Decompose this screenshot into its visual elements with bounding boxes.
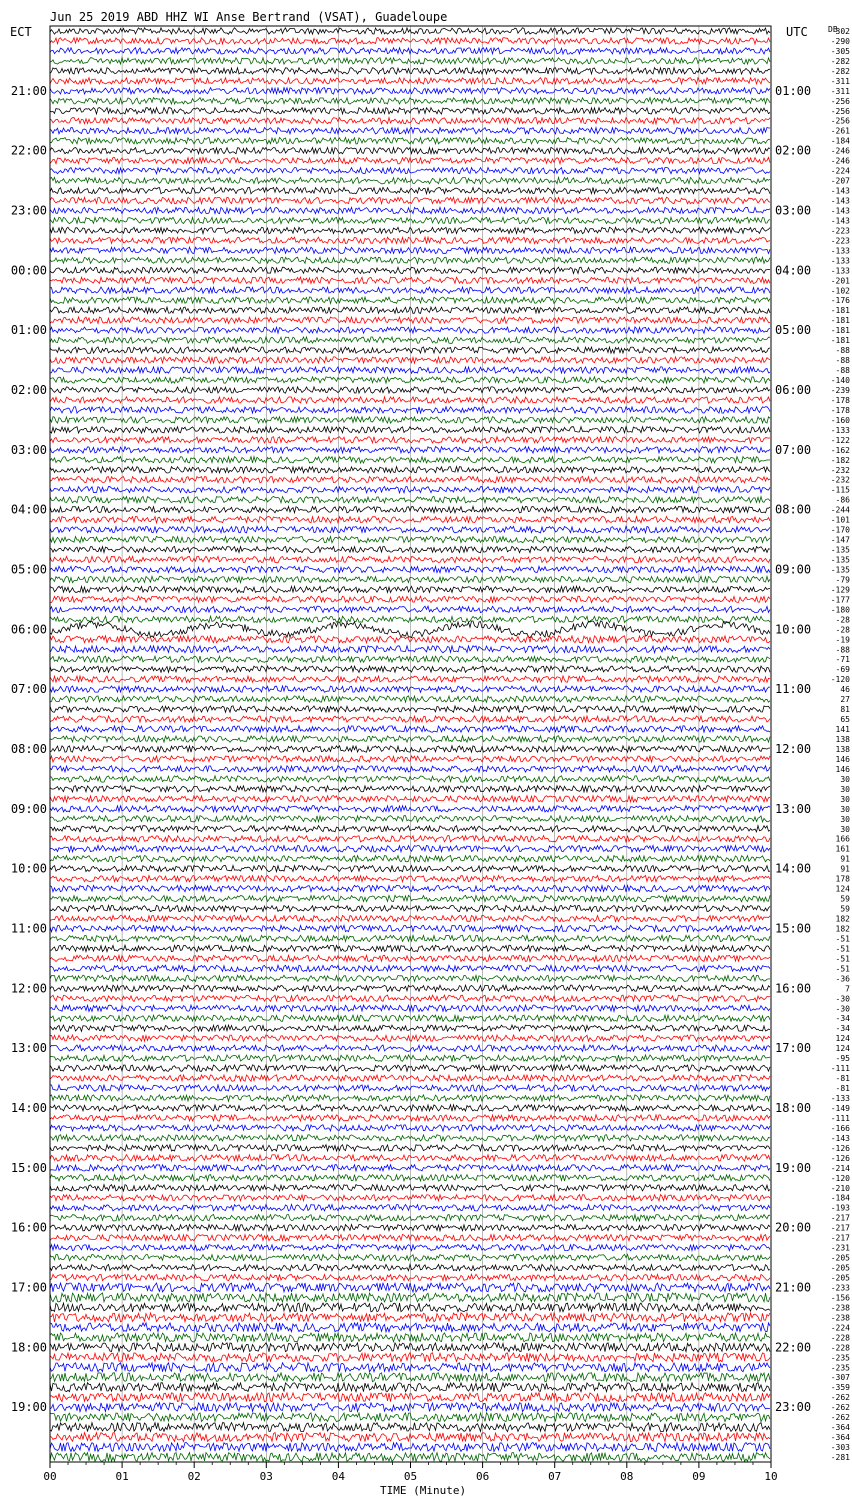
x-tick-label: 05 (403, 1470, 418, 1483)
offset-label: -162 (830, 445, 850, 455)
offset-label: 91 (840, 854, 850, 864)
offset-label: -223 (830, 226, 850, 236)
right-hour-label: 08:00 (775, 502, 812, 517)
offset-label: -238 (830, 1313, 850, 1323)
offset-label: -282 (830, 56, 850, 66)
offset-label: 30 (840, 814, 850, 824)
offset-label: -88 (835, 356, 850, 366)
offset-label: -239 (830, 385, 850, 395)
left-hour-label: 07:00 (10, 682, 47, 697)
offset-label: -217 (830, 1223, 850, 1233)
offset-label: -28 (835, 615, 850, 625)
offset-label: 178 (835, 874, 850, 884)
offset-label: -178 (830, 405, 850, 415)
right-hour-label: 18:00 (775, 1100, 812, 1115)
offset-label: -232 (830, 475, 850, 485)
offset-label: -359 (830, 1383, 850, 1393)
offset-label: 30 (840, 794, 850, 804)
offset-label: -181 (830, 306, 850, 316)
offset-label: -81 (835, 1084, 850, 1094)
offset-label: -214 (830, 1163, 850, 1173)
offset-label: -231 (830, 1243, 850, 1253)
offset-label: -111 (830, 1064, 850, 1074)
x-tick-label: 02 (187, 1470, 201, 1483)
offset-label: -133 (830, 246, 850, 256)
offset-label: -235 (830, 1363, 850, 1373)
right-hour-label: 07:00 (775, 442, 812, 457)
offset-label: -143 (830, 196, 850, 206)
offset-label: -232 (830, 465, 850, 475)
offset-label: 146 (835, 754, 850, 764)
offset-label: -51 (835, 944, 850, 954)
offset-label: -228 (830, 1343, 850, 1353)
right-hour-label: 10:00 (775, 622, 812, 637)
right-hour-label: 17:00 (775, 1041, 812, 1056)
offset-label: -102 (830, 286, 850, 296)
right-hour-label: 12:00 (775, 741, 812, 756)
x-tick-label: 08 (620, 1470, 634, 1483)
offset-label: -311 (830, 86, 850, 96)
offset-label: -262 (830, 1413, 850, 1423)
offset-label: -181 (830, 326, 850, 336)
offset-label: -135 (830, 555, 850, 565)
offset-label: 166 (835, 834, 850, 844)
offset-label: -51 (835, 934, 850, 944)
offset-label: 141 (835, 725, 850, 735)
left-hour-label: 01:00 (10, 323, 47, 338)
left-hour-label: 03:00 (10, 442, 47, 457)
right-hour-label: 16:00 (775, 981, 812, 996)
offset-label: -238 (830, 1303, 850, 1313)
right-hour-label: 05:00 (775, 323, 812, 338)
left-hour-label: 00:00 (10, 263, 47, 278)
offset-label: 138 (835, 744, 850, 754)
right-hour-label: 06:00 (775, 382, 812, 397)
offset-label: -140 (830, 376, 850, 386)
left-hour-label: 19:00 (10, 1400, 47, 1415)
offset-label: -182 (830, 455, 850, 465)
offset-label: -224 (830, 1323, 850, 1333)
offset-label: -217 (830, 1213, 850, 1223)
offset-label: -193 (830, 1203, 850, 1213)
offset-label: -28 (835, 625, 850, 635)
offset-label: -210 (830, 1183, 850, 1193)
offset-label: -303 (830, 1443, 850, 1453)
offset-label: -184 (830, 1193, 850, 1203)
offset-label: -36 (835, 974, 850, 984)
offset-label: -69 (835, 665, 850, 675)
left-hour-label: 23:00 (10, 203, 47, 218)
offset-label: -51 (835, 964, 850, 974)
offset-label: 81 (840, 705, 850, 715)
offset-label: -166 (830, 1123, 850, 1133)
offset-label: -246 (830, 156, 850, 166)
offset-label: -51 (835, 954, 850, 964)
offset-label: -311 (830, 76, 850, 86)
offset-label: -111 (830, 1113, 850, 1123)
offset-label: -34 (835, 1014, 850, 1024)
left-hour-label: 18:00 (10, 1340, 47, 1355)
offset-label: -133 (830, 425, 850, 435)
offset-label: -205 (830, 1273, 850, 1283)
left-hour-label: 16:00 (10, 1220, 47, 1235)
offset-label: -235 (830, 1353, 850, 1363)
offset-label: -149 (830, 1103, 850, 1113)
left-hour-label: 08:00 (10, 741, 47, 756)
right-hour-label: 15:00 (775, 921, 812, 936)
offset-label: -233 (830, 1283, 850, 1293)
offset-label: -205 (830, 1253, 850, 1263)
offset-label: -34 (835, 1024, 850, 1034)
offset-label: 30 (840, 774, 850, 784)
offset-label: -223 (830, 236, 850, 246)
offset-label: -364 (830, 1433, 850, 1443)
left-hour-label: 10:00 (10, 861, 47, 876)
right-hour-label: 22:00 (775, 1340, 812, 1355)
offset-label: -30 (835, 994, 850, 1004)
x-tick-label: 07 (548, 1470, 562, 1483)
x-tick-label: 10 (764, 1470, 778, 1483)
offset-label: -177 (830, 595, 850, 605)
offset-label: -256 (830, 116, 850, 126)
offset-label: -224 (830, 166, 850, 176)
right-hour-label: 19:00 (775, 1160, 812, 1175)
left-hour-label: 13:00 (10, 1041, 47, 1056)
offset-label: 30 (840, 784, 850, 794)
offset-label: 124 (835, 1034, 850, 1044)
left-hour-label: 15:00 (10, 1160, 47, 1175)
offset-label: -101 (830, 515, 850, 525)
offset-label: -86 (835, 495, 850, 505)
offset-label: -170 (830, 525, 850, 535)
offset-label: -120 (830, 1173, 850, 1183)
offset-label: -305 (830, 46, 850, 56)
offset-label: 138 (835, 735, 850, 745)
right-hour-label: 21:00 (775, 1280, 812, 1295)
offset-label: 146 (835, 764, 850, 774)
right-hour-label: 01:00 (775, 83, 812, 98)
offset-label: -79 (835, 575, 850, 585)
offset-label: -244 (830, 505, 850, 515)
offset-label: -307 (830, 1373, 850, 1383)
x-tick-label: 01 (115, 1470, 129, 1483)
offset-label: 30 (840, 804, 850, 814)
left-timezone-label: ECT (10, 25, 32, 39)
left-hour-label: 17:00 (10, 1280, 47, 1295)
offset-label: -364 (830, 1423, 850, 1433)
left-hour-label: 22:00 (10, 143, 47, 158)
offset-label: -181 (830, 336, 850, 346)
offset-label: -88 (835, 645, 850, 655)
right-hour-label: 03:00 (775, 203, 812, 218)
right-hour-label: 20:00 (775, 1220, 812, 1235)
offset-label: 182 (835, 924, 850, 934)
offset-label: -30 (835, 1004, 850, 1014)
offset-label: -176 (830, 296, 850, 306)
offset-label: -262 (830, 1403, 850, 1413)
offset-label: 46 (840, 685, 850, 695)
x-tick-label: 04 (331, 1470, 346, 1483)
offset-label: -135 (830, 565, 850, 575)
offset-label: -126 (830, 1143, 850, 1153)
offset-label: -290 (830, 36, 850, 46)
offset-label: -180 (830, 605, 850, 615)
left-hour-label: 21:00 (10, 83, 47, 98)
offset-label: 161 (835, 844, 850, 854)
offset-label: -133 (830, 256, 850, 266)
offset-label: 27 (840, 695, 850, 705)
offset-label: 59 (840, 904, 850, 914)
offset-label: -256 (830, 96, 850, 106)
x-tick-label: 09 (692, 1470, 706, 1483)
offset-label: -143 (830, 206, 850, 216)
left-hour-label: 04:00 (10, 502, 47, 517)
right-timezone-label: UTC (786, 25, 808, 39)
right-hour-label: 11:00 (775, 682, 812, 697)
offset-label: 124 (835, 1044, 850, 1054)
offset-label: 91 (840, 864, 850, 874)
offset-label: -217 (830, 1233, 850, 1243)
offset-label: -261 (830, 126, 850, 136)
x-tick-label: 00 (43, 1470, 57, 1483)
x-tick-label: 06 (475, 1470, 490, 1483)
offset-label: -95 (835, 1054, 850, 1064)
offset-label: 30 (840, 824, 850, 834)
offset-label: -71 (835, 655, 850, 665)
offset-label: -133 (830, 266, 850, 276)
right-hour-label: 02:00 (775, 143, 812, 158)
offset-label: -207 (830, 176, 850, 186)
offset-label: -135 (830, 545, 850, 555)
offset-label: -184 (830, 136, 850, 146)
right-hour-label: 14:00 (775, 861, 812, 876)
offset-label: -88 (835, 346, 850, 356)
offset-label: -205 (830, 1263, 850, 1273)
offset-label: -256 (830, 106, 850, 116)
offset-label: -129 (830, 585, 850, 595)
left-hour-label: 05:00 (10, 562, 47, 577)
offset-label: -156 (830, 1293, 850, 1303)
offset-label: -282 (830, 66, 850, 76)
offset-label: -143 (830, 216, 850, 226)
offset-label: 302 (835, 26, 850, 36)
offset-label: -228 (830, 1333, 850, 1343)
offset-label: 59 (840, 894, 850, 904)
offset-label: -181 (830, 316, 850, 326)
left-hour-label: 11:00 (10, 921, 47, 936)
right-hour-label: 09:00 (775, 562, 812, 577)
x-tick-label: 03 (259, 1470, 273, 1483)
offset-label: -147 (830, 535, 850, 545)
offset-label: 65 (840, 715, 850, 725)
offset-label: -262 (830, 1393, 850, 1403)
left-hour-label: 09:00 (10, 801, 47, 816)
offset-label: -143 (830, 186, 850, 196)
offset-label: -122 (830, 435, 850, 445)
offset-label: 182 (835, 914, 850, 924)
offset-label: -246 (830, 146, 850, 156)
offset-header-label: DB (828, 25, 838, 34)
offset-label: -281 (830, 1453, 850, 1463)
offset-label: -143 (830, 1133, 850, 1143)
offset-label: -115 (830, 485, 850, 495)
offset-label: 124 (835, 884, 850, 894)
left-hour-label: 14:00 (10, 1100, 47, 1115)
chart-title: Jun 25 2019 ABD HHZ WI Anse Bertrand (VSAT), Guadeloupe (50, 10, 448, 24)
offset-label: -178 (830, 395, 850, 405)
x-axis-label: TIME (Minute) (380, 1484, 467, 1497)
left-hour-label: 06:00 (10, 622, 47, 637)
right-hour-label: 04:00 (775, 263, 812, 278)
offset-label: -88 (835, 366, 850, 376)
offset-label: -120 (830, 675, 850, 685)
offset-label: -133 (830, 1094, 850, 1104)
offset-label: -201 (830, 276, 850, 286)
right-hour-label: 23:00 (775, 1400, 812, 1415)
offset-label: 7 (845, 984, 850, 994)
offset-label: -19 (835, 635, 850, 645)
left-hour-label: 02:00 (10, 382, 47, 397)
offset-label: -126 (830, 1153, 850, 1163)
left-hour-label: 12:00 (10, 981, 47, 996)
offset-label: -81 (835, 1074, 850, 1084)
offset-label: -160 (830, 415, 850, 425)
right-hour-label: 13:00 (775, 801, 812, 816)
